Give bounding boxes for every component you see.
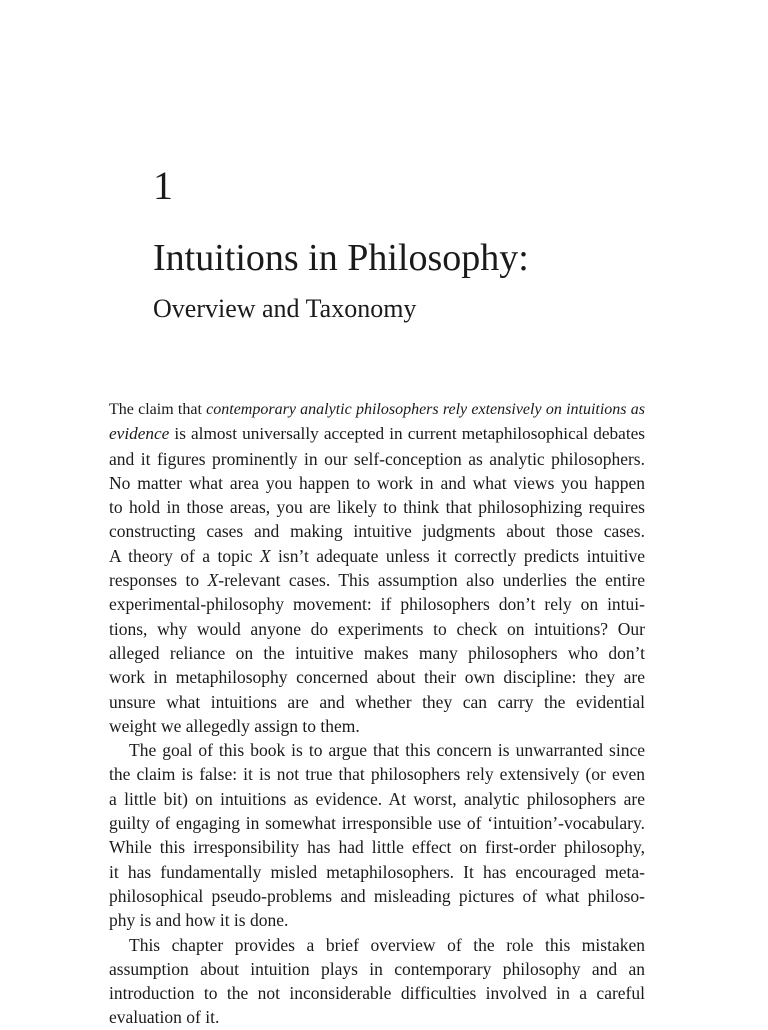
- text-run: a little bit) on intuitions as evidence. At worst, analytic philosophers are: [109, 788, 645, 809]
- text-run: -relevant cases. This assumption also underlies the entire: [218, 570, 645, 591]
- text-line: [109, 957, 645, 981]
- text-line: [109, 835, 645, 859]
- text-line: [109, 641, 645, 665]
- text-line: [109, 495, 645, 519]
- text-run: guilty of engaging in somewhat irresponsible use of ‘intuition’-vocabulary.: [109, 813, 645, 834]
- text-line: [109, 422, 645, 446]
- text-run: to hold in those areas, you are likely to think that philosophizing requires: [109, 497, 645, 518]
- text-run: is almost universally accepted in current metaphilosophical debates: [169, 424, 645, 444]
- text-line: [109, 787, 645, 811]
- text-run: The claim that: [109, 401, 207, 418]
- text-run: A theory of a topic: [109, 545, 260, 566]
- text-run: tions, why would anyone do experiments to check on intuitions? Our: [109, 618, 645, 639]
- text-run: No matter what area you happen to work in and what views you happen: [109, 472, 645, 493]
- text-line: [109, 544, 645, 568]
- text-run: introduction to the not inconsiderable difficulties involved in a careful: [109, 983, 645, 1004]
- text-run: and it figures prominently in our self-conception as analytic philosophers.: [109, 448, 645, 469]
- italic-text: X: [259, 545, 271, 566]
- text-line: [109, 860, 645, 884]
- text-line: [109, 568, 645, 592]
- italic-text: contemporary analytic philosophers rely extensively on intuitions as: [206, 401, 645, 418]
- text-run: phy is and how it is done.: [109, 910, 289, 931]
- italic-text: evidence: [109, 424, 170, 444]
- text-line: [109, 981, 645, 1005]
- chapter-body: [109, 398, 645, 1030]
- body-paragraph: [109, 738, 645, 932]
- chapter-title: Intuitions in Philosophy:: [153, 237, 529, 279]
- text-line: [109, 617, 645, 641]
- text-line: [109, 884, 645, 908]
- text-run: assumption about intuition plays in contemporary philosophy and an: [109, 958, 645, 979]
- text-run: it has fundamentally misled metaphilosophers. It has encouraged meta-: [109, 861, 645, 882]
- text-line: [109, 714, 645, 738]
- text-run: philosophical pseudo-problems and misleading pictures of what philoso-: [109, 885, 645, 906]
- italic-text: X: [207, 570, 219, 591]
- text-line: [109, 738, 645, 762]
- text-line: [109, 762, 645, 786]
- text-line: [109, 933, 645, 957]
- text-run: work in metaphilosophy concerned about their own discipline: they are: [109, 667, 645, 688]
- text-line: [109, 398, 645, 422]
- text-run: isn’t adequate unless it correctly predicts intuitive: [270, 545, 645, 566]
- text-run: evaluation of it.: [109, 1007, 220, 1028]
- chapter-subtitle: Overview and Taxonomy: [153, 294, 417, 323]
- chapter-number: 1: [153, 163, 173, 208]
- body-paragraph: [109, 933, 645, 1030]
- text-run: experimental-philosophy movement: if philosophers don’t rely on intui-: [109, 594, 645, 615]
- text-line: [109, 519, 645, 543]
- text-line: [109, 447, 645, 471]
- text-line: [109, 690, 645, 714]
- text-line: [109, 811, 645, 835]
- text-run: alleged reliance on the intuitive makes many philosophers who don’t: [109, 642, 645, 663]
- text-line: [109, 665, 645, 689]
- text-run: responses to: [109, 570, 208, 591]
- text-run: The goal of this book is to argue that this concern is unwarranted since: [129, 740, 645, 761]
- text-run: constructing cases and making intuitive judgments about those cases.: [109, 521, 645, 542]
- text-line: [109, 471, 645, 495]
- text-run: weight we allegedly assign to them.: [109, 715, 360, 736]
- text-run: This chapter provides a brief overview of the role this mistaken: [129, 934, 645, 955]
- text-run: While this irresponsibility has had little effect on first-order philosophy,: [109, 837, 645, 858]
- text-line: [109, 1005, 645, 1029]
- text-line: [109, 592, 645, 616]
- text-run: the claim is false: it is not true that philosophers rely extensively (or even: [109, 764, 645, 785]
- text-run: unsure what intuitions are and whether they can carry the evidential: [109, 691, 645, 712]
- body-paragraph: [109, 398, 645, 738]
- text-line: [109, 908, 645, 932]
